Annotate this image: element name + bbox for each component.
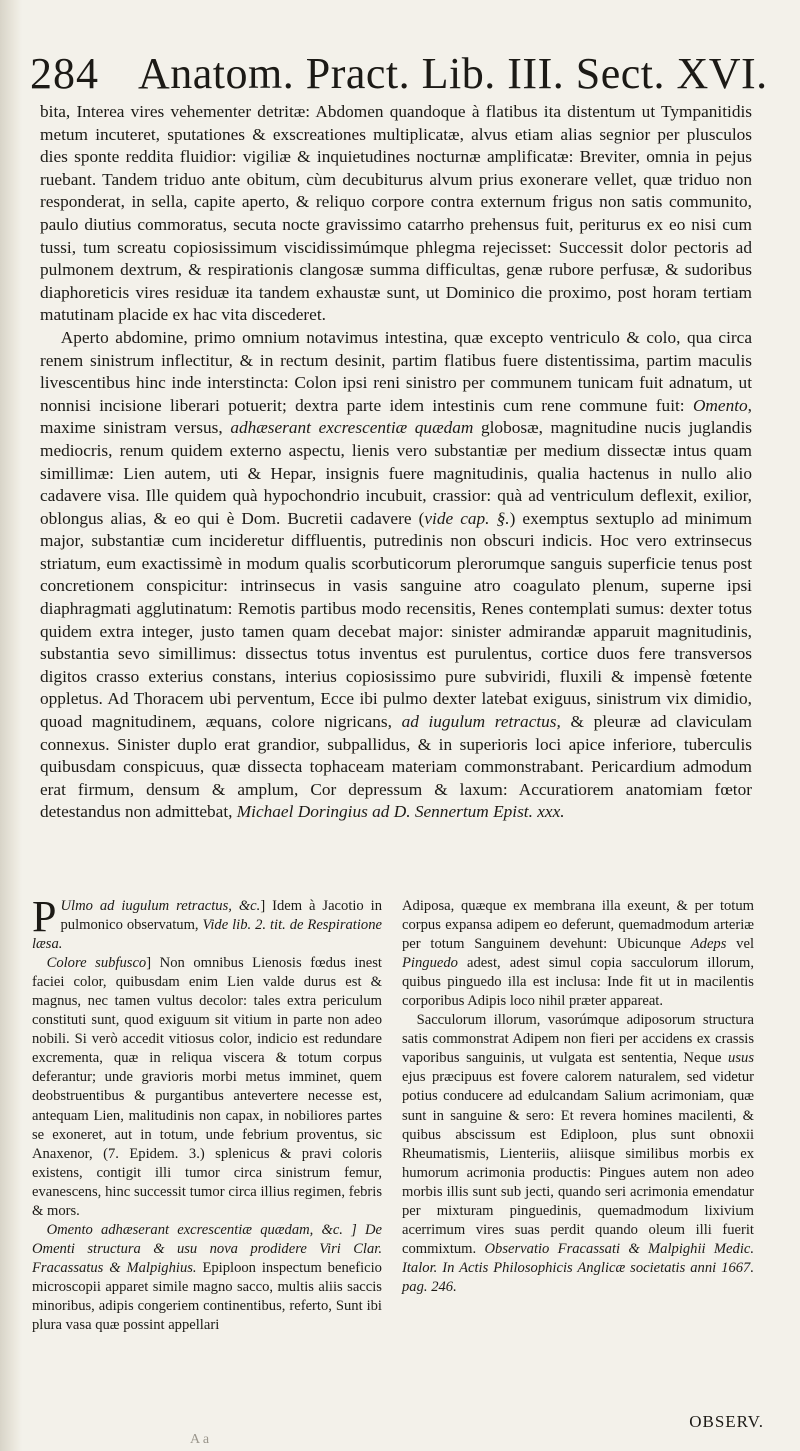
- autopsy-text: & pleuræ ad claviculam connexus. Sinister duplo erat grandior, subpallidus, & in superioris loci apice inferiore, tuberculis quibusdam conspicuus, quæ dissecta tophaceam materiam commonstrabant. Pericardium admodum erat firmum, densum & amplum, Cor depressum & laxum: Accuratiorem anatomiam fœtor detestandus non admittebat,: [40, 712, 752, 822]
- signature-mark: A a: [190, 1432, 210, 1447]
- note-text: Adiposa, quæque ex membrana illa exeunt, & per totum corpus expansa adipem eo deferunt, quemadmodum arteriæ per totum Sanguinem devehunt: Ubicunque: [402, 898, 754, 953]
- running-title: Anatom. Pract. Lib. III. Sect. XVI.: [138, 49, 768, 98]
- note-text: Sacculorum illorum, vasorúmque adiposorum structura satis commonstrat Adipem non fieri per accidens ex crassis vaporibus sanguinis, ut vulgata est sententia, Neque: [402, 1012, 754, 1067]
- note-lemma: Ulmo ad iugulum retractus, &c.: [60, 898, 261, 914]
- autopsy-vide-italic: vide cap. §.: [424, 508, 510, 528]
- autopsy-adhaeserant-italic: adhæserant excrescentiæ quædam: [230, 418, 474, 438]
- note-reference: Vide lib. 2. tit. de Respiratione læsa.: [32, 917, 382, 953]
- page-gutter-shadow: [0, 0, 22, 1451]
- catchword: OBSERV.: [689, 1412, 764, 1431]
- note-citation: Observatio Fracassati & Malpighii Medic. Italor. In Actis Philosophicis Anglicæ societatis anni 1667. pag. 246.: [402, 1240, 755, 1295]
- notes-left-column: [32, 892, 383, 1335]
- note-text: ] Non omnibus Lienosis fœdus inest faciei color, quibusdam enim Lien valde durus est & magnus, nec tamen vultus decolor: tales extra periculum constituti sunt, quod exiguum sit vitium in parte non adeo nobili. Si verò accedit vitiosus color, indicio est redundare excrementa, quæ in reliqua viscera & totum corpus deferantur; unde gravioris morbi metus imminet, quem deobstruentibus & purgantibus antevertere necesse est, antequam Lien, malitudinis non capax, in nobiliores partes se exoneret, aut in totum, unde febrium proventus, sic Anaxenor, (7. Epidem. 3.) splenicus & pravi coloris existens, contigit illi tumor circa sinistrum femur, evanescens, hinc successit tumor circa illius regimen, febris & mors.: [32, 955, 382, 1219]
- note-text: Epiploon inspectum beneficio microscopii apparet simile magno sacco, multis aliis saccis minoribus, adipis congeriem continentibus, referto, Sunt ibi plura vasa quæ possint appellari: [32, 1259, 382, 1334]
- note-lemma: Colore subfusco: [46, 955, 147, 972]
- note-lemma: Omento adhæserant excrescentiæ quædam, &c.: [46, 1221, 343, 1238]
- autopsy-text: globosæ, magnitudine nucis juglandis mediocris, renum quidem externo aspectu, lienis vero substantiæ per medium dissectæ intus quam simillimæ: Lien autem, uti & Hepar, insignis fuere magnitudinis, qualia hactenus in nullo alio cadavere visa. Ille quidem quà hypochondrio incubuit, crassior: quà ad ventriculum deflexit, exilior, oblongus alias, & eo qui è Dom. Bucretii cadavere (: [40, 418, 752, 528]
- autopsy-text: ) exemptus sextuplo ad minimum major, substantiæ cum incideretur diffluentis, putredinis non obscuri indicis. Hoc vero extrinsecus striatum, eum exactissimè in modum qualis scorbuticorum plerorumque sanguis superficie tenus post concretionem conspicitur: intrinsecus in vasis sanguine atro coagulato plenum, superne ipsi diaphragmati agglutinatum: Remotis partibus modo recensitis, Renes contemplati sumus: dexter totus quidem extra integer, justo tamen quam decebat major: sinister admirandæ apparuit magnitudinis, substantia sevo simillimus: dissectus totus inventus est purulentus, cortice duos fere transversos digitos crasso exterius constans, interius copiosissimo pure subviridi, fluxili & impensè fœtente oppletus. Ad Thoracem ubi perventum, Ecce ibi pulmo dexter latebat exiguus, sinistrum vix dimidio, quoad magnitudinem, æquans, colore nigricans,: [40, 508, 752, 732]
- note-colore: [32, 954, 382, 1221]
- note-omento: [32, 1221, 382, 1335]
- notes-right-column: [402, 897, 754, 1297]
- note-text: adest, adest simul copia sacculorum illorum, quibus pinguedo illa est inclusa: Inde fit ut in macilentis corporibus Adipis loco nihil præter appareat.: [402, 955, 754, 1010]
- autopsy-retractus-italic: ad iugulum retractus,: [401, 712, 561, 732]
- drop-cap: P: [32, 892, 57, 941]
- page-header: [30, 48, 770, 100]
- autopsy-omento-italic: Omento: [692, 395, 748, 415]
- autopsy-text: , maxime sinistram versus,: [40, 395, 752, 438]
- note-italic: Adeps: [690, 936, 727, 953]
- note-text: ejus præcipuus est fovere calorem naturalem, sed videtur potius conducere ad edulcandam Salium acrimoniam, quæ sunt in sanguine & sero: Et revera homines macilenti, & quibus abscissum est Ediploon, plus sunt obnoxii Rheumatismis, Lienteriis, aliisque similibus morbis ex humorum acrimonia productis: Pingues autem non adeo morbis illis sunt sub jecti, quando seri acrimonia emendatur per mixturam pinguedinis, quemadmodum lixivium acerrimum vires suas perdit quando oleum illi fuerit commixtum.: [402, 1069, 754, 1257]
- note-text: vel: [736, 936, 755, 953]
- paragraph-autopsy: [40, 327, 752, 824]
- note-adiposa: [402, 897, 754, 1011]
- main-text: [40, 101, 752, 824]
- paragraph-case-history: bita, Interea vires vehementer detritæ: Abdomen quandoque à flatibus ita distentum ut Tympanitidis metum incuteret, sputationes & exscreationes multiplicatæ, alvus etiam alias segnior per plusculos dies sponte reddita fluidior: vigiliæ & inquietudines nocturnæ amplificatæ: Breviter, omnia in pejus ruebant. Tandem triduo ante obitum, cùm decubiturus alvum prius exonerare vellet, quæ triduo non responderat, in sella, capite aperto, & reliquo corpore contra externum frigus non satis communito, paulo diutius commoratus, secuta nocte gravissimo catarrho prehensus fuit, periturus ex eo nisi cum tussi, tum screatu copiosissimum viscidissimúmque phlegma rejecisset: Successit dolor pectoris ad pulmonem dextrum, & respirationis clangosæ summa difficultas, genæ rubore perfusæ, & sudoribus diaphoreticis vires residuæ ita tandem exhaustæ sunt, ut Dominico die proximo, post horam tertiam matutinam placide ex hac vita discederet.: [40, 102, 752, 325]
- note-text: ] De Omenti structura & usu nova prodidere Viri Clar. Fracassatus & Malpighius.: [32, 1221, 382, 1276]
- autopsy-citation: Michael Doringius ad D. Sennertum Epist. xxx.: [236, 802, 565, 822]
- page-number: 284: [30, 49, 99, 98]
- note-pulmo: [32, 892, 383, 954]
- note-italic: Pinguedo: [402, 955, 458, 972]
- autopsy-text: Aperto abdomine, primo omnium notavimus intestina, quæ excepto ventriculo & colo, qua circa renem sinistrum inflectitur, & in rectum desinit, partim flatibus fuere distentissima, partim maculis livescentibus hinc inde interstincta: Colon ipsi reni sinistro per communem tunicam fuit adnatum, ut nonnisi incisione liberari potuerit; dextra parte idem intestinis cum rene commune fuit:: [40, 327, 752, 415]
- note-text: ] Idem à Jacotio in pulmonico observatum,: [60, 898, 383, 934]
- note-sacculorum: [402, 1011, 754, 1297]
- note-italic: usus: [728, 1050, 754, 1067]
